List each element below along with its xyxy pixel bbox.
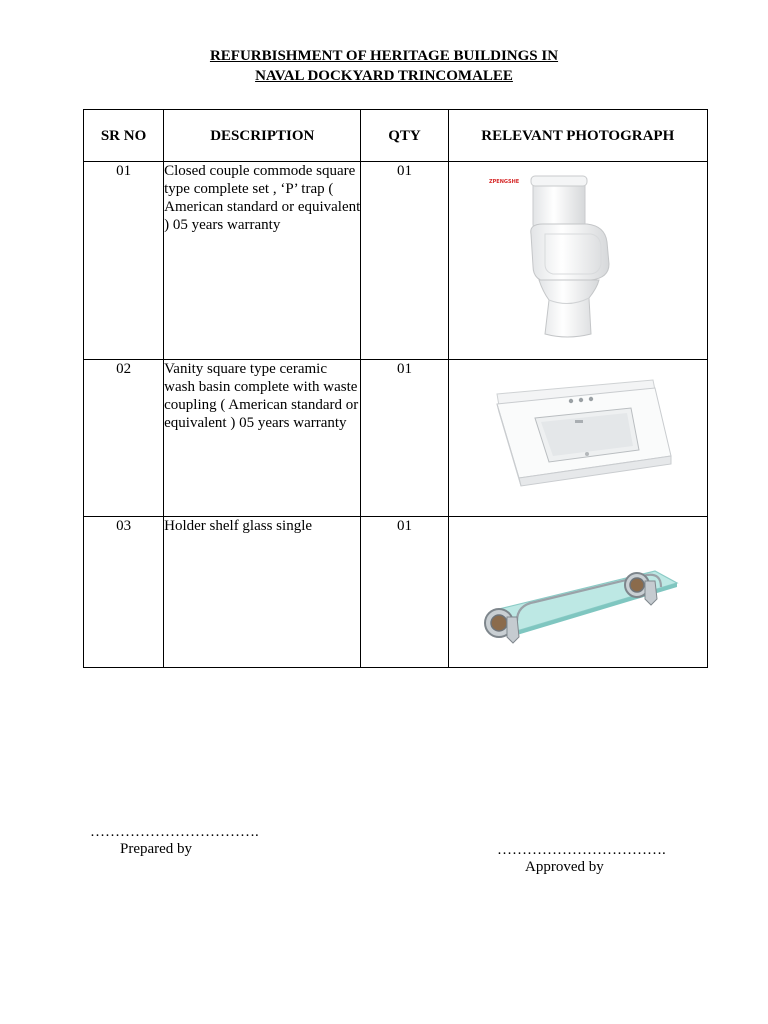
row-description: Holder shelf glass single — [164, 517, 361, 668]
table-row — [84, 517, 708, 668]
document-title-line2: NAVAL DOCKYARD TRINCOMALEE — [255, 68, 513, 84]
approved-by-label: Approved by — [525, 859, 604, 875]
header-qty: QTY — [361, 110, 448, 162]
row-description: Closed couple commode square type complete set , ‘P’ trap ( American standard or equivalent ) 05 years warranty — [164, 162, 361, 360]
toilet-photo — [487, 174, 637, 339]
row-sr-no: 01 — [84, 162, 164, 360]
row-photo-cell — [448, 162, 707, 360]
header-sr-no: SR NO — [84, 110, 164, 162]
items-table — [83, 109, 708, 668]
row-sr-no: 03 — [84, 517, 164, 668]
table-row — [84, 360, 708, 517]
header-description: DESCRIPTION — [164, 110, 361, 162]
row-description: Vanity square type ceramic wash basin complete with waste coupling ( American standard or equivalent ) 05 years warranty — [164, 360, 361, 517]
row-sr-no: 02 — [84, 360, 164, 517]
prepared-signature-line: ……………………………. — [90, 824, 259, 840]
row-qty: 01 — [361, 162, 448, 360]
header-photograph: RELEVANT PHOTOGRAPH — [448, 110, 707, 162]
approved-signature-line: ……………………………. — [497, 842, 666, 858]
document-title-line1: REFURBISHMENT OF HERITAGE BUILDINGS IN — [209, 48, 559, 64]
row-qty: 01 — [361, 517, 448, 668]
row-qty: 01 — [361, 360, 448, 517]
row-photo-cell — [448, 517, 707, 668]
brand-logo-text: ZPENGSHE — [488, 179, 519, 185]
table-header-row — [84, 110, 708, 162]
glass-shelf-photo — [477, 547, 683, 653]
table-row — [84, 162, 708, 360]
prepared-by-label: Prepared by — [120, 841, 193, 857]
wash-basin-photo — [483, 368, 679, 490]
row-photo-cell — [448, 360, 707, 517]
